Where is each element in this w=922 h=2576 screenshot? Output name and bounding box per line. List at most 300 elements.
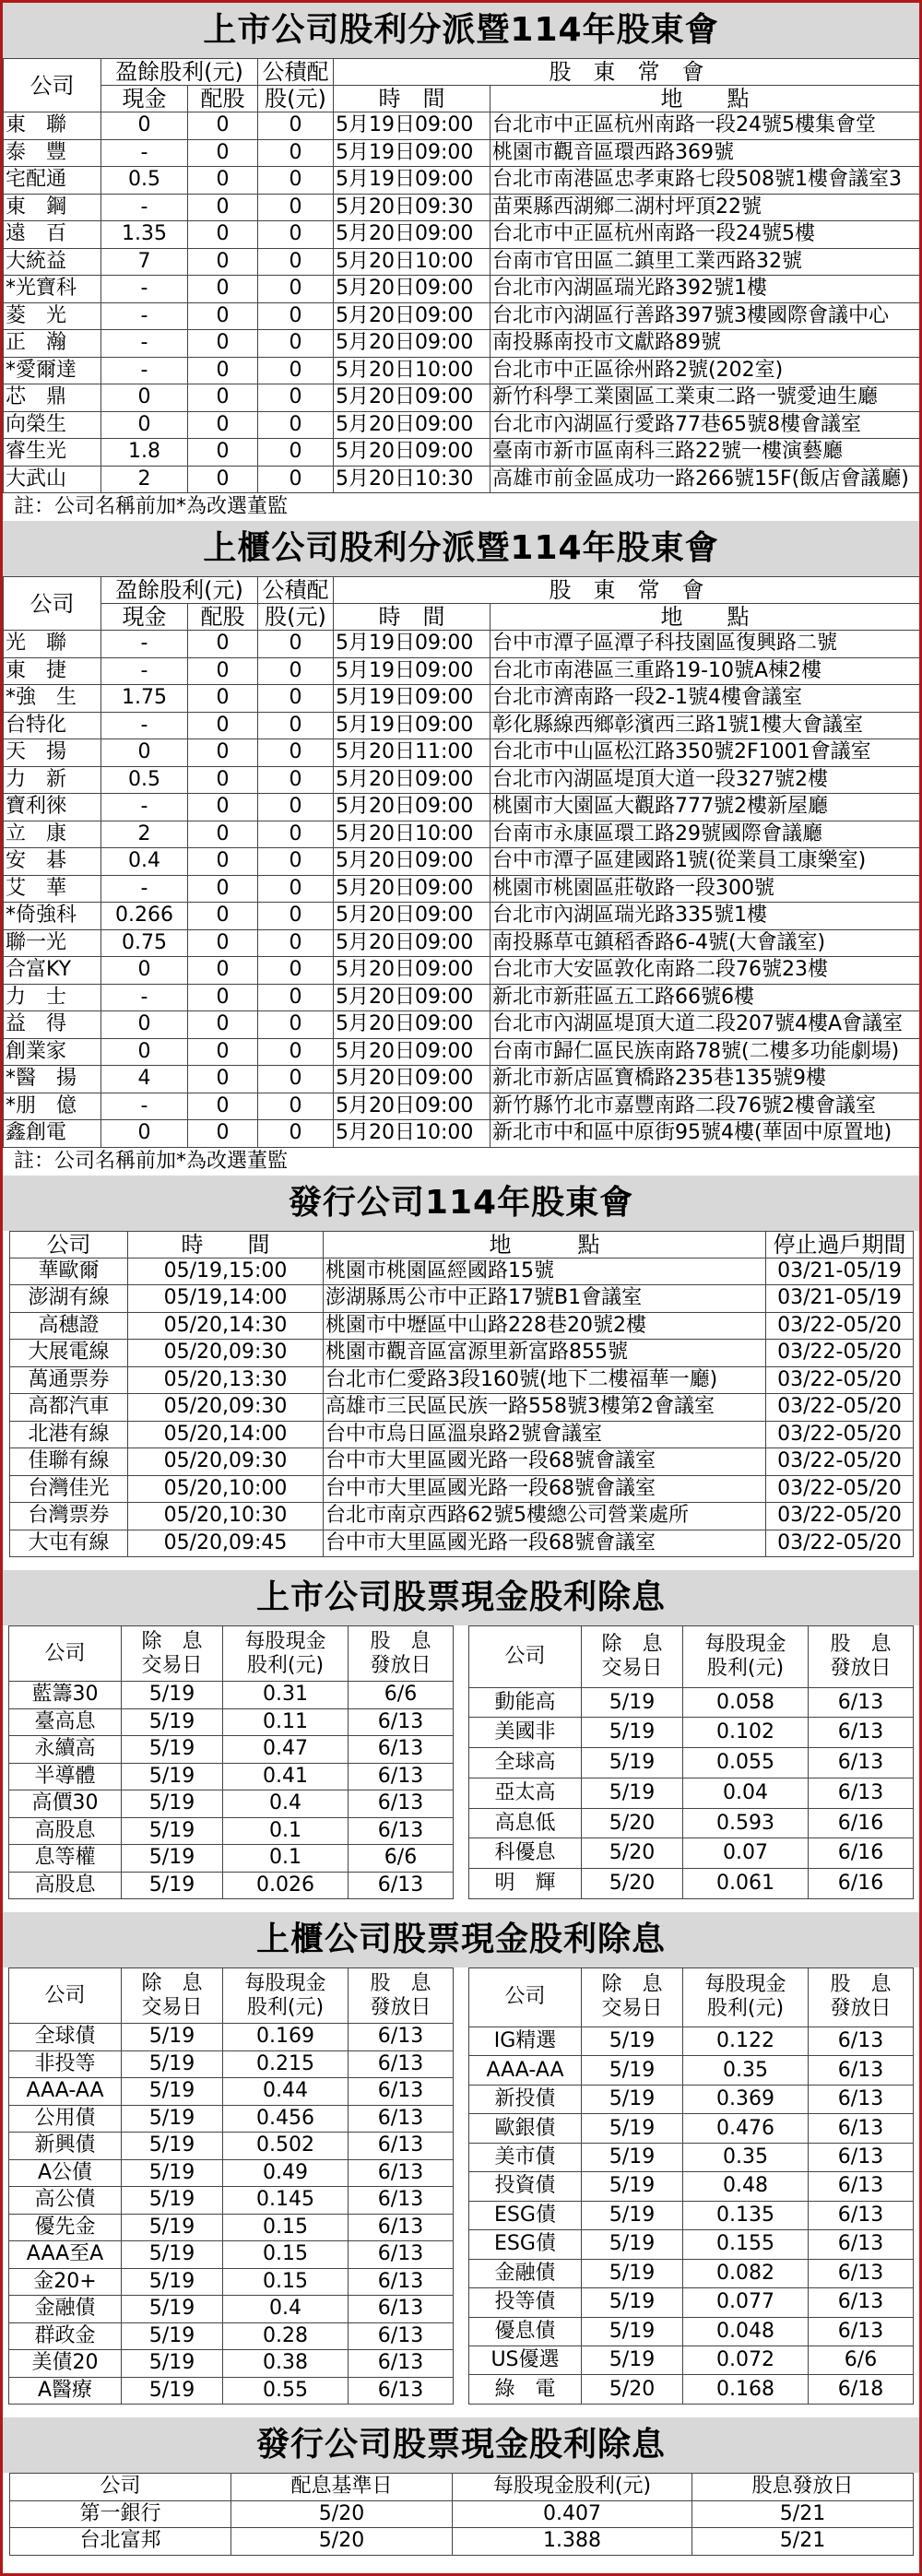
reserve-cell: 0: [258, 248, 334, 276]
table-row: [4, 929, 920, 957]
time-cell: 05/20,10:00: [128, 1475, 324, 1503]
table-row: [4, 276, 920, 303]
cash-cell: 0.28: [223, 2322, 349, 2350]
table-row: [469, 1869, 914, 1899]
stock-cell: 0: [188, 411, 258, 439]
cash-cell: -: [101, 302, 188, 330]
issuer-cash-title: 發行公司股票現金股利除息: [3, 2417, 919, 2473]
cash-cell: 1.388: [453, 2528, 692, 2556]
listed-meeting-tbody: [4, 59, 920, 493]
table-row: [4, 903, 920, 930]
stock-cell: 0: [188, 957, 258, 985]
company-cell: US優選: [469, 2346, 582, 2374]
exdate-cell: 5/19: [122, 2214, 223, 2241]
time-cell: 5月20日10:00: [334, 1120, 491, 1148]
cash-cell: 0.048: [683, 2317, 809, 2346]
stock-cell: 0: [188, 875, 258, 903]
table-row: [10, 1530, 914, 1557]
place-cell: 台北市南港區三重路19-10號A棟2樓: [491, 657, 920, 685]
time-cell: 5月20日09:00: [334, 984, 491, 1011]
col-cash: 每股現金股利(元): [453, 2474, 692, 2501]
table-row: [4, 167, 920, 195]
exdate-cell: 5/19: [582, 2288, 683, 2317]
cash-cell: 0: [101, 1011, 188, 1039]
table-row: [4, 848, 920, 876]
company-cell: 東 聯: [4, 112, 101, 140]
company-cell: 遠 百: [4, 221, 101, 249]
col-pay-line2: 發放日: [370, 1995, 431, 2019]
cash-cell: 0: [101, 112, 188, 140]
company-cell: *倚強科: [4, 903, 101, 930]
stock-cell: 0: [188, 357, 258, 384]
pay-cell: 6/13: [809, 2056, 914, 2085]
col-time: 時 間: [128, 1231, 324, 1258]
col-cash: [683, 1968, 809, 2027]
reserve-cell: 0: [258, 1120, 334, 1148]
cash-cell: 0.4: [223, 1790, 349, 1818]
col-exdate-line1: 除 息: [601, 1973, 663, 1997]
time-cell: 05/20,09:30: [128, 1340, 324, 1367]
place-cell: 台北市仁愛路3段160號(地下二樓福華一廳): [324, 1366, 766, 1394]
col-company-line1: 公司: [44, 1983, 86, 2007]
otc-meeting-section: [3, 521, 919, 1176]
col-place: 地 點: [324, 1231, 766, 1258]
place-cell: 苗栗縣西湖鄉二湖村坪頂22號: [491, 194, 920, 221]
company-cell: 澎湖有線: [10, 1285, 128, 1313]
pay-cell: 6/6: [349, 1682, 454, 1709]
place-cell: 桃園市桃園區莊敬路一段300號: [491, 875, 920, 903]
time-cell: 5月20日09:00: [334, 1011, 491, 1039]
cash-cell: 0.072: [683, 2346, 809, 2374]
pay-cell: 6/6: [349, 1845, 454, 1873]
place-cell: 台南市官田區二鎮里工業西路32號: [491, 248, 920, 276]
table-row: [9, 1790, 454, 1818]
company-cell: 創業家: [4, 1038, 101, 1066]
company-cell: 北港有線: [10, 1421, 128, 1448]
otc-cash-section: [3, 1912, 919, 2417]
cash-cell: 0: [101, 411, 188, 439]
reserve-cell: 0: [258, 685, 334, 713]
company-cell: 立 康: [4, 821, 101, 848]
company-cell: AAA-AA: [9, 2078, 122, 2106]
company-cell: 大屯有線: [10, 1530, 128, 1557]
otc-cash-left-table: [8, 1967, 454, 2405]
time-cell: 5月20日09:00: [334, 302, 491, 330]
company-cell: 台灣佳光: [10, 1475, 128, 1503]
table-row: [469, 1687, 914, 1718]
exdate-cell: 5/19: [582, 2346, 683, 2374]
table-row: [469, 2375, 914, 2405]
exdate-cell: 5/19: [122, 1736, 223, 1764]
stock-cell: 0: [188, 685, 258, 713]
col-pay-line1: 股 息: [830, 1973, 892, 1997]
time-cell: 5月20日09:00: [334, 1038, 491, 1066]
company-cell: 益 得: [4, 1011, 101, 1039]
listed-cash-left-table: [8, 1625, 454, 1899]
reserve-cell: 0: [258, 1011, 334, 1039]
stock-cell: 0: [188, 821, 258, 848]
company-cell: 新投債: [469, 2085, 582, 2113]
company-cell: *醫 揚: [4, 1066, 101, 1093]
otc-meeting-tbody: [4, 577, 920, 1148]
table-row: [469, 2259, 914, 2287]
place-cell: 台北市南港區忠孝東路七段508號1樓會議室3: [491, 167, 920, 195]
company-cell: 優先金: [9, 2214, 122, 2241]
col-cash-line2: 股利(元): [706, 1656, 785, 1680]
issuer-cash-table: [9, 2473, 914, 2556]
table-row: [4, 466, 920, 493]
col-stock: 配股: [188, 86, 258, 112]
table-row: [9, 2050, 454, 2078]
place-cell: 台中市潭子區潭子科技園區復興路二號: [491, 631, 920, 658]
col-exdate: [122, 1968, 223, 2024]
exdate-cell: 5/19: [122, 2350, 223, 2378]
cash-cell: 0.47: [223, 1736, 349, 1764]
header-row: [9, 1626, 454, 1682]
place-cell: 台北市中正區杭州南路一段24號5樓: [491, 221, 920, 249]
stock-cell: 0: [188, 167, 258, 195]
reserve-cell: 0: [258, 903, 334, 930]
time-cell: 5月20日09:00: [334, 957, 491, 985]
time-cell: 5月20日09:00: [334, 766, 491, 794]
col-exdate-line2: 交易日: [141, 1995, 203, 2019]
exdate-cell: 5/19: [582, 2230, 683, 2259]
exdate-cell: 5/19: [122, 2241, 223, 2269]
place-cell: 台北市中山區松江路350號2F1001會議室: [491, 739, 920, 767]
listed-meeting-note: 註：公司名稱前加*為改選董監: [14, 495, 289, 518]
pay-cell: 6/13: [809, 1687, 914, 1718]
listed-meeting-title: 上市公司股利分派暨114年股東會: [3, 3, 919, 58]
time-cell: 5月20日09:00: [334, 411, 491, 439]
company-cell: 臺高息: [9, 1708, 122, 1736]
stock-cell: 0: [188, 1011, 258, 1039]
exdate-cell: 5/19: [582, 1687, 683, 1718]
exdate-cell: 5/19: [582, 2143, 683, 2171]
place-cell: 台南市永康區環工路29號國際會議廳: [491, 821, 920, 848]
table-row: [9, 2187, 454, 2215]
exdate-cell: 5/19: [582, 2201, 683, 2229]
company-cell: 投資債: [469, 2172, 582, 2201]
table-row: [4, 1011, 920, 1039]
company-cell: 力 新: [4, 766, 101, 794]
cash-cell: 0.593: [683, 1808, 809, 1838]
cash-cell: 7: [101, 248, 188, 276]
time-cell: 5月20日09:30: [334, 194, 491, 221]
company-cell: 台特化: [4, 712, 101, 739]
company-cell: 聯一光: [4, 929, 101, 957]
reserve-cell: 0: [258, 1093, 334, 1120]
cash-cell: 0.215: [223, 2050, 349, 2078]
table-row: [9, 2268, 454, 2296]
table-row: [9, 1763, 454, 1790]
exdate-cell: 5/19: [122, 2078, 223, 2106]
table-row: [9, 1708, 454, 1736]
company-cell: 公用債: [9, 2105, 122, 2133]
col-pay-line1: 股 息: [370, 1971, 431, 1995]
exdate-cell: 5/19: [122, 2187, 223, 2215]
time-cell: 05/20,09:30: [128, 1394, 324, 1422]
time-cell: 5月20日10:00: [334, 248, 491, 276]
table-row: [469, 2346, 914, 2374]
col-exdate: [582, 1626, 683, 1688]
table-row: [469, 2027, 914, 2055]
cash-cell: 0.082: [683, 2259, 809, 2287]
table-row: [4, 411, 920, 439]
header-row: [469, 1626, 914, 1688]
col-reserve-div2: 股(元): [258, 86, 334, 112]
col-company: [9, 1626, 122, 1682]
company-cell: *強 生: [4, 685, 101, 713]
reserve-cell: 0: [258, 766, 334, 794]
table-row: [10, 2500, 914, 2528]
table-row: [4, 1066, 920, 1093]
time-cell: 5月20日10:00: [334, 357, 491, 384]
place-cell: 南投縣南投市文獻路89號: [491, 330, 920, 358]
company-cell: 全球高: [469, 1748, 582, 1778]
table-row: [9, 1817, 454, 1845]
table-row: [4, 712, 920, 739]
cash-cell: 0.48: [683, 2172, 809, 2201]
reserve-cell: 0: [258, 194, 334, 221]
table-row: [4, 357, 920, 384]
col-exdate-line1: 除 息: [141, 1629, 203, 1653]
col-cash: [223, 1968, 349, 2024]
record-cell: 5/20: [231, 2500, 453, 2528]
cash-cell: 0.168: [683, 2375, 809, 2405]
place-cell: 台北市濟南路一段2-1號4樓會議室: [491, 685, 920, 713]
exdate-cell: 5/19: [582, 2114, 683, 2143]
table-row: [10, 1366, 914, 1394]
place-cell: 新北市新店區寶橋路235巷135號9樓: [491, 1066, 920, 1093]
reserve-cell: 0: [258, 957, 334, 985]
col-pay-line1: 股 息: [370, 1629, 431, 1653]
pay-cell: 6/16: [809, 1869, 914, 1899]
table-row: [10, 2528, 914, 2556]
table-row: [469, 2230, 914, 2259]
cash-cell: 0: [101, 1038, 188, 1066]
pay-cell: 6/13: [809, 2317, 914, 2346]
table-row: [9, 2159, 454, 2187]
table-row: [469, 2172, 914, 2201]
table-row: [4, 1093, 920, 1120]
header-row: [469, 1968, 914, 2027]
col-cash-line2: 股利(元): [246, 1653, 325, 1677]
otc-meeting-note: 註：公司名稱前加*為改選董監: [14, 1149, 289, 1173]
cash-cell: 0: [101, 1120, 188, 1148]
reserve-cell: 0: [258, 875, 334, 903]
company-cell: ESG債: [469, 2201, 582, 2229]
exdate-cell: 5/19: [122, 1872, 223, 1899]
time-cell: 5月20日09:00: [334, 1066, 491, 1093]
exdate-cell: 5/19: [582, 1748, 683, 1778]
stock-cell: 0: [188, 439, 258, 467]
cash-cell: 0.502: [223, 2133, 349, 2160]
place-cell: 台北市南京西路62號5樓總公司營業處所: [324, 1503, 766, 1530]
stock-cell: 0: [188, 302, 258, 330]
table-row: [10, 1312, 914, 1340]
company-cell: 天 揚: [4, 739, 101, 767]
table-row: [10, 1421, 914, 1448]
place-cell: 新北市新莊區五工路66號6樓: [491, 984, 920, 1011]
pay-cell: 6/13: [349, 2133, 454, 2160]
col-company: [469, 1968, 582, 2027]
time-cell: 5月19日09:00: [334, 657, 491, 685]
company-cell: 安 碁: [4, 848, 101, 876]
cash-cell: 0.41: [223, 1763, 349, 1790]
table-row: [4, 984, 920, 1011]
time-cell: 5月20日11:00: [334, 739, 491, 767]
pay-cell: 6/13: [349, 2241, 454, 2269]
pay-cell: 6/13: [349, 2105, 454, 2133]
listed-meeting-section: [3, 3, 919, 521]
pay-cell: 6/13: [809, 1748, 914, 1778]
place-cell: 南投縣草屯鎮稻香路6-4號(大會議室): [491, 929, 920, 957]
company-cell: *光寶科: [4, 276, 101, 303]
cash-cell: 0.4: [223, 2296, 349, 2323]
exdate-cell: 5/19: [122, 1763, 223, 1790]
cash-cell: 0.5: [101, 766, 188, 794]
cash-cell: 0.44: [223, 2078, 349, 2106]
table-row: [469, 1808, 914, 1838]
table-row: [4, 794, 920, 821]
cash-cell: -: [101, 875, 188, 903]
time-cell: 05/20,13:30: [128, 1366, 324, 1394]
reserve-cell: 0: [258, 439, 334, 467]
pay-cell: 6/13: [349, 1763, 454, 1790]
table-row: [9, 1682, 454, 1709]
pay-cell: 6/13: [349, 1790, 454, 1818]
company-cell: 合富KY: [4, 957, 101, 985]
closure-cell: 03/22-05/20: [766, 1448, 914, 1476]
company-cell: 正 瀚: [4, 330, 101, 358]
time-cell: 05/20,10:30: [128, 1503, 324, 1530]
cash-cell: 0.07: [683, 1838, 809, 1869]
closure-cell: 03/22-05/20: [766, 1421, 914, 1448]
stock-cell: 0: [188, 1038, 258, 1066]
company-cell: 高都汽車: [10, 1394, 128, 1422]
table-row: [4, 739, 920, 767]
exdate-cell: 5/19: [122, 1790, 223, 1818]
table-row: [4, 330, 920, 358]
pay-cell: 6/6: [809, 2346, 914, 2374]
exdate-cell: 5/19: [122, 1682, 223, 1709]
company-cell: 大武山: [4, 466, 101, 493]
time-cell: 5月20日09:00: [334, 903, 491, 930]
time-cell: 5月19日09:00: [334, 139, 491, 167]
stock-cell: 0: [188, 848, 258, 876]
time-cell: 05/20,14:00: [128, 1421, 324, 1448]
cash-cell: 0.75: [101, 929, 188, 957]
col-company: 公司: [10, 1231, 128, 1258]
cash-cell: 0.169: [223, 2024, 349, 2051]
exdate-cell: 5/19: [122, 2296, 223, 2323]
time-cell: 5月20日09:00: [334, 848, 491, 876]
table-row: [4, 112, 920, 140]
time-cell: 05/20,14:30: [128, 1312, 324, 1340]
table-row: [9, 2296, 454, 2323]
reserve-cell: 0: [258, 1038, 334, 1066]
cash-cell: 0.456: [223, 2105, 349, 2133]
pay-cell: 6/13: [349, 1817, 454, 1845]
cash-cell: 1.75: [101, 685, 188, 713]
exdate-cell: 5/19: [122, 2050, 223, 2078]
place-cell: 台中市大里區國光路一段68號會議室: [324, 1530, 766, 1557]
cash-cell: 0.15: [223, 2241, 349, 2269]
cash-cell: 0.1: [223, 1817, 349, 1845]
cash-cell: -: [101, 712, 188, 739]
col-place: 地 點: [491, 86, 920, 112]
company-cell: 大統益: [4, 248, 101, 276]
company-cell: AAA至A: [9, 2241, 122, 2269]
pay-cell: 6/16: [809, 1808, 914, 1838]
table-row: [4, 194, 920, 221]
reserve-cell: 0: [258, 631, 334, 658]
header-row: [4, 86, 920, 112]
table-row: [10, 1340, 914, 1367]
cash-cell: 0.04: [683, 1778, 809, 1808]
table-row: [469, 1718, 914, 1748]
time-cell: 5月20日09:00: [334, 439, 491, 467]
issuer-meeting-table: [9, 1231, 914, 1558]
place-cell: 台北市內湖區瑞光路392號1樓: [491, 276, 920, 303]
place-cell: 台北市內湖區行愛路77巷65號8樓會議室: [491, 411, 920, 439]
company-cell: A醫療: [9, 2377, 122, 2405]
col-cash-line1: 每股現金: [244, 1629, 326, 1653]
place-cell: 桃園市觀音區環西路369號: [491, 139, 920, 167]
time-cell: 5月20日09:00: [334, 384, 491, 412]
table-row: [9, 2078, 454, 2106]
table-row: [4, 685, 920, 713]
col-time: 時 間: [334, 604, 491, 631]
cash-cell: 4: [101, 1066, 188, 1093]
reserve-cell: 0: [258, 384, 334, 412]
place-cell: 台南市歸仁區民族南路78號(二樓多功能劇場): [491, 1038, 920, 1066]
cash-cell: 0.145: [223, 2187, 349, 2215]
table-row: [9, 1845, 454, 1873]
table-row: [469, 2143, 914, 2171]
reserve-cell: 0: [258, 221, 334, 249]
company-cell: 全球債: [9, 2024, 122, 2051]
col-cash: 現金: [101, 604, 188, 631]
exdate-cell: 5/20: [582, 1838, 683, 1869]
col-cash: 現金: [101, 86, 188, 112]
cash-cell: 0.135: [683, 2201, 809, 2229]
table-row: [10, 1394, 914, 1422]
col-pay: [809, 1968, 914, 2027]
issuer-cash-section: [3, 2417, 919, 2556]
col-reserve-div2: 股(元): [258, 604, 334, 631]
table-row: [469, 2288, 914, 2317]
company-cell: 高股息: [9, 1817, 122, 1845]
reserve-cell: 0: [258, 821, 334, 848]
cash-cell: 2: [101, 821, 188, 848]
place-cell: 台中市大里區國光路一段68號會議室: [324, 1475, 766, 1503]
pay-cell: 6/13: [809, 2259, 914, 2287]
stock-cell: 0: [188, 276, 258, 303]
time-cell: 5月19日09:00: [334, 167, 491, 195]
table-row: [9, 2377, 454, 2405]
col-company: [9, 1968, 122, 2024]
company-cell: 台灣票券: [10, 1503, 128, 1530]
table-row: [4, 384, 920, 412]
reserve-cell: 0: [258, 1066, 334, 1093]
exdate-cell: 5/19: [582, 2259, 683, 2287]
pay-cell: 6/13: [809, 2172, 914, 2201]
listed-cash-title: 上市公司股票現金股利除息: [3, 1570, 919, 1625]
cash-cell: 0.077: [683, 2288, 809, 2317]
cash-cell: 1.8: [101, 439, 188, 467]
pay-cell: 6/13: [809, 1778, 914, 1808]
